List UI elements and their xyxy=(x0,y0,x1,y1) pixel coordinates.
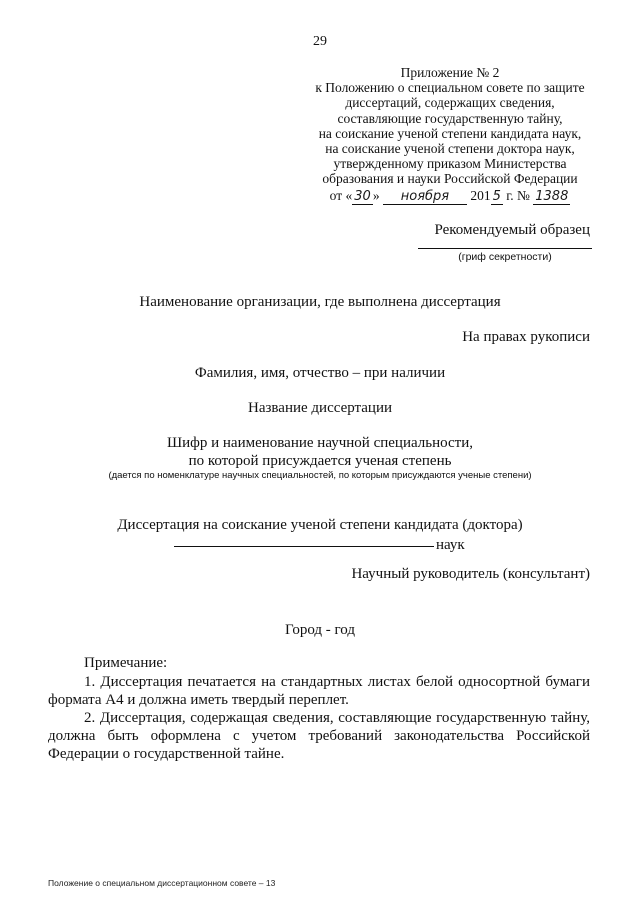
organization-name: Наименование организации, где выполнена диссертация xyxy=(139,294,501,310)
handwritten-order-number: 1388 xyxy=(535,189,569,204)
date-suffix: г. № xyxy=(506,188,530,203)
specialty-note: (дается по номенклатуре научных специальностей, по которым присуждаются ученые степени) xyxy=(108,470,532,481)
degree-blank xyxy=(174,546,434,547)
appendix-line: составляющие государственную тайну, xyxy=(337,110,563,126)
appendix-line: на соискание ученой степени кандидата наук, xyxy=(318,125,582,141)
appendix-header xyxy=(300,65,600,187)
recommended-sample-label: Рекомендуемый образец xyxy=(434,222,590,238)
dissertation-title: Название диссертации xyxy=(247,400,393,416)
appendix-line: Приложение № 2 xyxy=(400,65,500,80)
appendix-line: диссертаций, содержащих сведения, xyxy=(345,95,555,111)
appendix-line: к Положению о специальном совете по защите xyxy=(315,80,585,96)
note-item: 2. Диссертация, содержащая сведения, составляющие государственную тайну, должна быть оформлена с учетом требований законодательства Российской Федерации о государственной тайне. xyxy=(48,710,590,762)
order-date-line xyxy=(300,188,600,205)
date-prefix: от « xyxy=(329,188,353,203)
handwritten-month: ноября xyxy=(383,190,467,205)
secrecy-signature-line xyxy=(418,248,592,249)
degree-field-line xyxy=(174,537,484,554)
degree-suffix: наук xyxy=(436,537,465,553)
appendix-line: образования и науки Российской Федерации xyxy=(322,171,578,187)
specialty-line-1: Шифр и наименование научной специальности, xyxy=(167,435,473,451)
specialty-line-2: по которой присуждается ученая степень xyxy=(188,453,452,469)
appendix-line: утвержденному приказом Министерства xyxy=(333,156,567,172)
note-item: 1. Диссертация печатается на стандартных листах белой односортной бумаги формата А4 и должна иметь твердый переплет. xyxy=(48,674,590,708)
author-full-name: Фамилия, имя, отчество – при наличии xyxy=(194,365,446,381)
page-footer: Положение о специальном диссертационном совете – 13 xyxy=(48,878,276,888)
date-year: 201 xyxy=(470,188,491,203)
handwritten-year-digit: 5 xyxy=(492,189,501,204)
date-mid: » xyxy=(372,188,380,203)
supervisor: Научный руководитель (консультант) xyxy=(351,566,590,582)
note-heading: Примечание: xyxy=(84,655,168,671)
page-number: 29 xyxy=(313,34,327,49)
note-body xyxy=(48,673,590,763)
handwritten-day: 30 xyxy=(354,189,371,204)
manuscript-rights: На правах рукописи xyxy=(462,329,590,345)
appendix-line: на соискание ученой степени доктора наук, xyxy=(325,141,575,157)
degree-line: Диссертация на соискание ученой степени кандидата (доктора) xyxy=(117,517,523,533)
secrecy-label: (гриф секретности) xyxy=(458,251,552,263)
city-year: Город - год xyxy=(284,622,356,638)
